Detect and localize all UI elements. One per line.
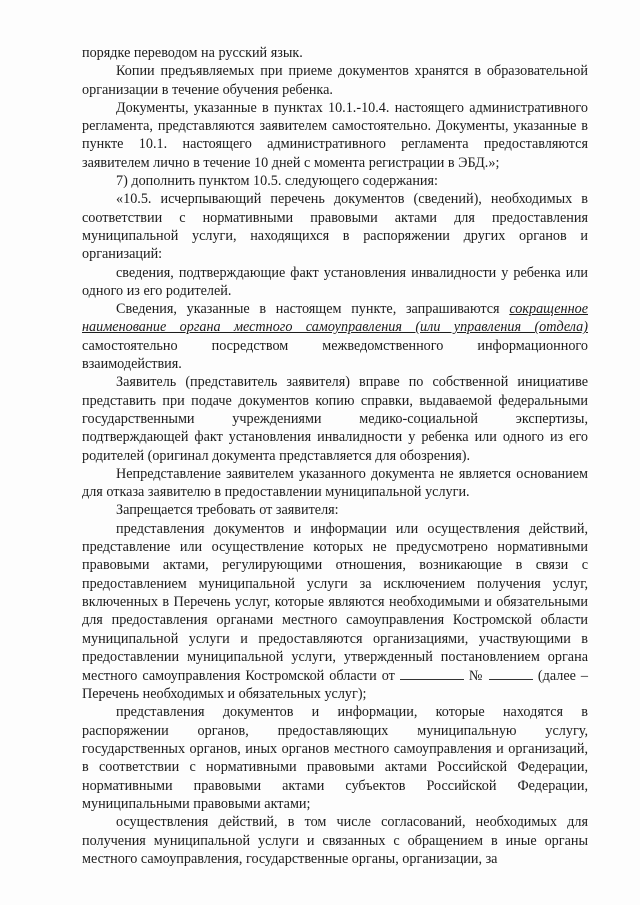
paragraph: порядке переводом на русский язык. [82, 45, 303, 61]
paragraph: Запрещается требовать от заявителя: [116, 502, 339, 519]
paragraph: Копии предъявляемых при приеме документов хранятся в образовательной организации в течение обучения ребенка. [82, 63, 588, 98]
paragraph: Заявитель (представитель заявителя) вправе по собственной инициативе представить при подаче документов копию справки, выдаваемой федеральными государственными учреждениями медико-социальной экспертизы, подтверждающей факт установления инвалидности у ребенка или одного из его родителей (оригинал документа представляется для обозрения). [82, 374, 588, 464]
paragraph [82, 300, 588, 373]
paragraph-text: самостоятельно посредством межведомственного информационного взаимодействия. [82, 337, 588, 373]
paragraph-text: Сведения, указанные в настоящем пункте, запрашиваются [116, 301, 500, 318]
paragraph-text: представления документов и информации или осуществления действий, представление или осуществление которых не предусмотрено нормативными правовыми актами, регулирующими отношения, возникающие в связи с предоставлением муниципальной услуги за исключением получения услуг, включенных в Перечень услуг, которые являются необходимыми и обязательными для предоставления органами местного самоуправления Костромской области муниципальной услуги и предоставляются организациями, участвующими в предоставлении муниципальной услуги, утвержденный постановлением органа местного самоуправления Костромской области от [82, 520, 588, 684]
paragraph: Документы, указанные в пунктах 10.1.-10.4. настоящего административного регламента, представляются заявителем самостоятельно. Документы, указанные в пункте 10.1. настоящего административного регламента предоставляются заявителем лично в течение 10 дней с момента регистрации в ЭБД.»; [82, 99, 588, 171]
date-blank-line [400, 666, 464, 680]
paragraph [82, 520, 588, 704]
paragraph: представления документов и информации, которые находятся в распоряжении органов, предоставляющих муниципальную услугу, государственных органов, иных органов местного самоуправления и организаций, в соответствии с нормативными правовыми актами Российской Федерации, нормативными правовыми актами субъектов Российской Федерации, муниципальными правовыми актами; [82, 704, 588, 812]
number-blank-line [489, 666, 533, 680]
paragraph: сведения, подтверждающие факт установления инвалидности у ребенка или одного из его родителей. [82, 264, 588, 299]
paragraph: Непредставление заявителем указанного документа не является основанием для отказа заявителю в предоставлении муниципальной услуги. [82, 465, 588, 501]
paragraph-text: (далее – Перечень необходимых и обязательных услуг); [82, 667, 589, 703]
paragraph: 7) дополнить пунктом 10.5. следующего содержания: [116, 173, 438, 190]
document-body [82, 44, 588, 868]
number-sign: № [468, 667, 484, 684]
underlined-placeholder-text: сокращенное наименование органа местного самоуправления (или управления (отдела) [82, 301, 589, 336]
paragraph: осуществления действий, в том числе согласований, необходимых для получения муниципальной услуги и связанных с обращением в иные органы местного самоуправления, государственные органы, организации, за [82, 814, 588, 867]
paragraph: «10.5. исчерпывающий перечень документов (сведений), необходимых в соответствии с нормативными правовыми актами для предоставления муниципальной услуги, находящихся в распоряжении других органов и организаций: [82, 191, 588, 263]
